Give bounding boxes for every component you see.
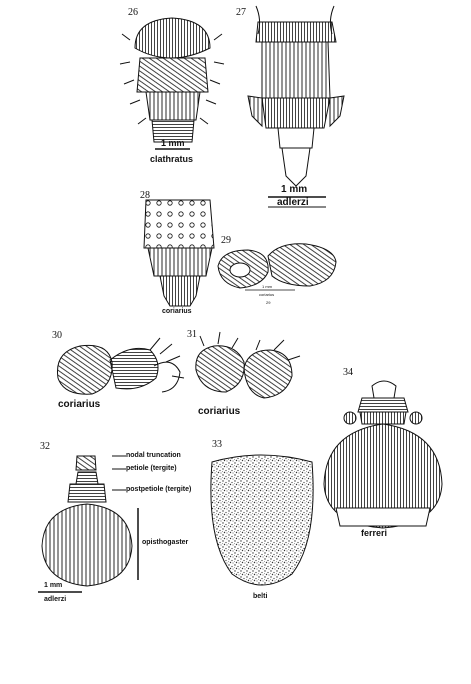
fig28-number: 28 — [140, 190, 150, 201]
fig32-label-nodal-truncation: nodal truncation — [126, 452, 181, 459]
fig26-species-label: clathratus — [150, 154, 194, 164]
fig28-drawing — [144, 200, 214, 306]
fig27-scale-label: 1 mm — [281, 184, 308, 195]
fig31-species-label: coriarius — [198, 406, 241, 417]
fig26-drawing — [120, 18, 224, 142]
fig29-number: 29 — [221, 235, 231, 246]
fig28-species-label: coriarius — [162, 308, 192, 315]
fig30-number: 30 — [52, 330, 62, 341]
fig32-number: 32 — [40, 441, 50, 452]
fig32-scale-label: 1 mm — [44, 582, 63, 589]
fig27-species-label: adlerzi — [277, 197, 309, 208]
fig32-label-opisthogaster: opisthogaster — [142, 539, 189, 546]
fig27-drawing — [248, 6, 344, 186]
fig26-number: 26 — [128, 7, 138, 18]
fig34-number: 34 — [343, 367, 353, 378]
fig30-species-label: coriarius — [58, 399, 101, 410]
fig29-drawing — [218, 244, 336, 288]
fig29-scale-label: 1 mm — [262, 284, 272, 289]
fig33-drawing — [211, 455, 313, 585]
fig34-species-label: ferreri — [361, 528, 388, 538]
fig31-number: 31 — [187, 329, 197, 340]
fig32-label-postpetiole: postpetiole (tergite) — [126, 486, 192, 493]
fig27-number: 27 — [236, 7, 246, 18]
fig33-number: 33 — [212, 439, 222, 450]
fig31-drawing — [196, 332, 300, 398]
fig34-drawing — [324, 381, 442, 528]
fig29-small-text-2: 29 — [266, 300, 271, 305]
fig30-drawing — [57, 338, 184, 394]
fig32-label-petiole: petiole (tergite) — [126, 465, 177, 472]
fig29-small-text-1: coriarius — [259, 292, 275, 297]
fig32-species-label: adlerzi — [44, 596, 67, 603]
fig26-scale-label: 1 mm — [161, 138, 185, 148]
fig32-drawing — [42, 456, 138, 586]
fig33-species-label: belti — [253, 593, 268, 600]
